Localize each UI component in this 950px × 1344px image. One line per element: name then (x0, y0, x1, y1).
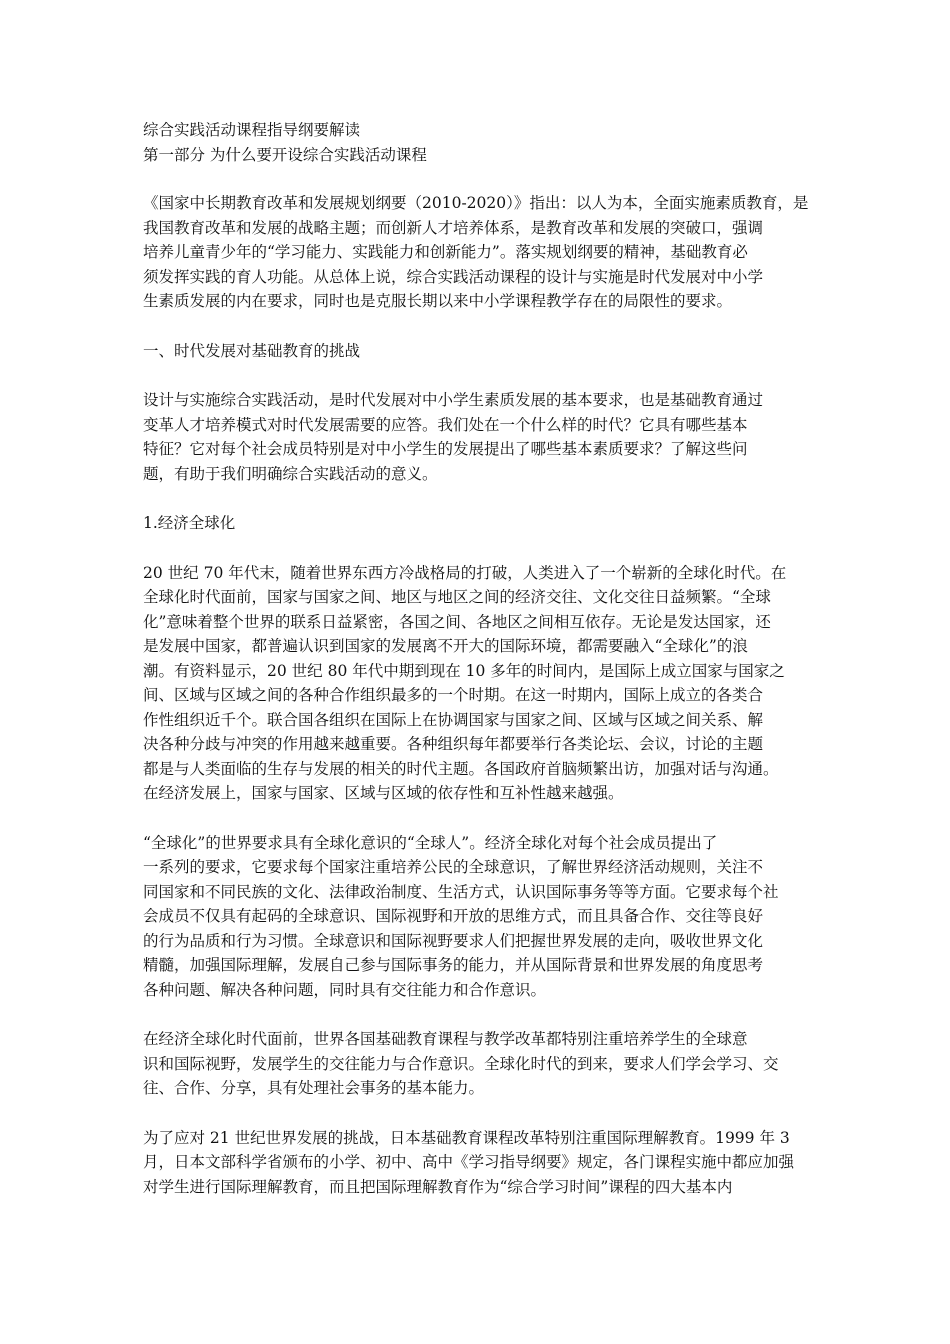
paragraph-line: 是发展中国家，都普遍认识到国家的发展离不开大的国际环境，都需要融入“全球化”的浪 (143, 637, 748, 655)
paragraph-line: 往、合作、分享，具有处理社会事务的基本能力。 (143, 1079, 485, 1097)
paragraph-line: 的行为品质和行为习惯。全球意识和国际视野要求人们把握世界发展的走向，吸收世界文化 (143, 931, 764, 950)
paragraph-line: 特征？它对每个社会成员特别是对中小学生的发展提出了哪些基本素质要求？了解这些问 (143, 440, 748, 458)
paragraph-line: 都是与人类面临的生存与发展的相关的时代主题。各国政府首脑频繁出访，加强对话与沟通。 (143, 759, 779, 778)
paragraph-line: 20 世纪 70 年代末，随着世界东西方冷战格局的打破，人类进入了一个崭新的全球化时代。在 (143, 563, 787, 582)
paragraph-line: 作性组织近千个。联合国各组织在国际上在协调国家与国家之间、区域与区域之间关系、解 (143, 710, 764, 729)
paragraph-line: 培养儿童青少年的“学习能力、实践能力和创新能力”。落实规划纲要的精神，基础教育必 (143, 243, 748, 261)
globalization-paragraph-3 (143, 1027, 823, 1101)
paragraph-line: 各种问题、解决各种问题，同时具有交往能力和合作意识。 (143, 980, 547, 999)
paragraph-line: 全球化时代面前，国家与国家之间、地区与地区之间的经济交往、文化交往日益频繁。“全球 (143, 588, 771, 606)
paragraph-line: 我国教育改革和发展的战略主题；而创新人才培养体系，是教育改革和发展的突破口，强调 (143, 218, 764, 237)
paragraph-line: 设计与实施综合实践活动，是时代发展对中小学生素质发展的基本要求，也是基础教育通过 (143, 391, 764, 409)
paragraph-line: 生素质发展的内在要求，同时也是克服长期以来中小学课程教学存在的局限性的要求。 (143, 292, 733, 310)
paragraph-line: 决各种分歧与冲突的作用越来越重要。各种组织每年都要举行各类论坛、会议，讨论的主题 (143, 735, 764, 753)
globalization-paragraph-1 (143, 561, 823, 806)
paragraph-line: 《国家中长期教育改革和发展规划纲要（2010-2020）》指出：以人为本，全面实施素质教育，是 (143, 194, 809, 212)
paragraph-line: 间、区域与区域之间的各种合作组织最多的一个时期。在这一时期内，国际上成立的各类合 (143, 686, 764, 704)
paragraph-line: 识和国际视野，发展学生的交往能力与合作意识。全球化时代的到来，要求人们学会学习、交 (143, 1054, 779, 1073)
paragraph-line: 会成员不仅具有起码的全球意识、国际视野和开放的思维方式，而且具备合作、交往等良好 (143, 907, 764, 925)
section-paragraph (143, 388, 823, 486)
paragraph-line: 变革人才培养模式对时代发展需要的应答。我们处在一个什么样的时代？它具有哪些基本 (143, 415, 748, 434)
globalization-paragraph-4 (143, 1126, 823, 1200)
paragraph-line: 题，有助于我们明确综合实践活动的意义。 (143, 464, 438, 483)
document-header (143, 118, 823, 167)
paragraph-line: 在经济全球化时代面前，世界各国基础教育课程与教学改革都特别注重培养学生的全球意 (143, 1030, 748, 1048)
paragraph-line: 对学生进行国际理解教育，而且把国际理解教育作为“综合学习时间”课程的四大基本内 (143, 1177, 733, 1196)
paragraph-line: 同国家和不同民族的文化、法律政治制度、生活方式，认识国际事务等等方面。它要求每个社 (143, 882, 779, 901)
paragraph-line: 精髓，加强国际理解，发展自己参与国际事务的能力，并从国际背景和世界发展的角度思考 (143, 956, 764, 974)
paragraph-line: 化”意味着整个世界的联系日益紧密，各国之间、各地区之间相互依存。无论是发达国家，还 (143, 612, 771, 631)
document-title: 综合实践活动课程指导纲要解读 (143, 121, 361, 139)
section-heading: 一、时代发展对基础教育的挑战 (143, 341, 361, 360)
paragraph-line: 一系列的要求，它要求每个国家注重培养公民的全球意识，了解世界经济活动规则，关注不 (143, 858, 764, 876)
paragraph-line: 潮。有资料显示，20 世纪 80 年代中期到现在 10 多年的时间内，是国际上成立国家与国家之 (143, 661, 785, 680)
intro-paragraph (143, 191, 823, 314)
part-title: 第一部分 为什么要开设综合实践活动课程 (143, 145, 427, 164)
subsection-heading: 1.经济全球化 (143, 514, 236, 532)
globalization-paragraph-2 (143, 831, 823, 1003)
paragraph-line: “全球化”的世界要求具有全球化意识的“全球人”。经济全球化对每个社会成员提出了 (143, 833, 718, 852)
paragraph-line: 须发挥实践的育人功能。从总体上说，综合实践活动课程的设计与实施是时代发展对中小学 (143, 267, 764, 286)
document-page (143, 118, 823, 1224)
paragraph-line: 为了应对 21 世纪世界发展的挑战，日本基础教育课程改革特别注重国际理解教育。1999 年 3 (143, 1128, 790, 1147)
paragraph-line: 月，日本文部科学省颁布的小学、初中、高中《学习指导纲要》规定，各门课程实施中都应加强 (143, 1153, 795, 1171)
paragraph-line: 在经济发展上，国家与国家、区域与区域的依存性和互补性越来越强。 (143, 784, 624, 802)
